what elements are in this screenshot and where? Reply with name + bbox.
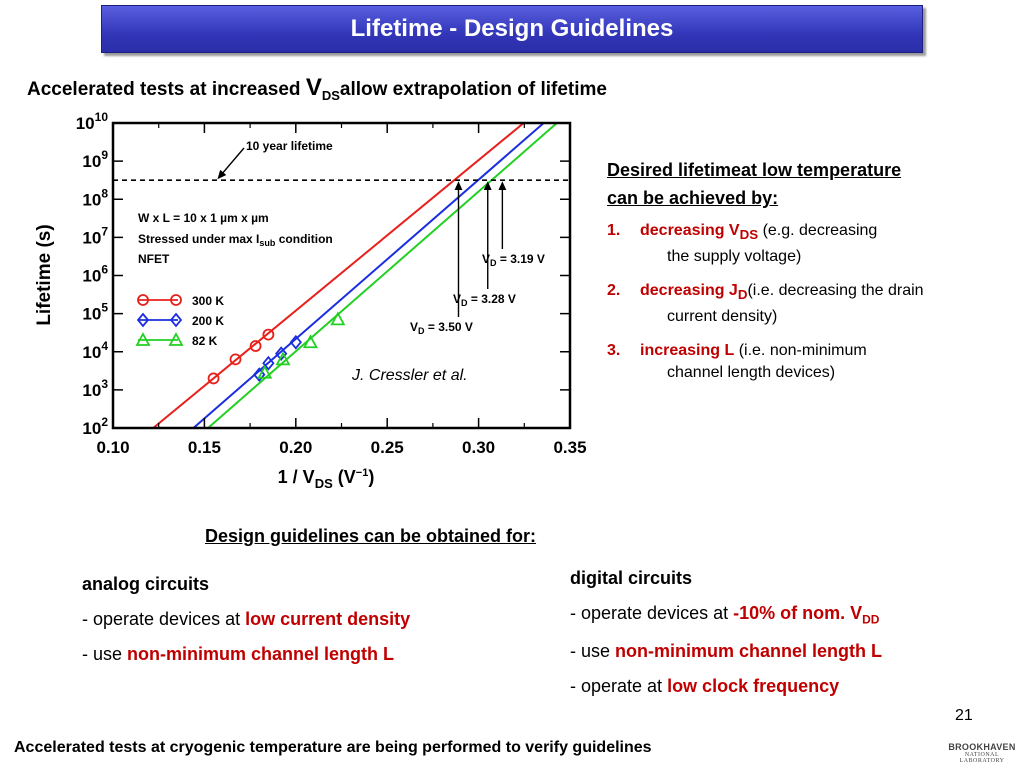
item-number: 2. [607, 282, 621, 300]
item-highlight: decreasing J [640, 282, 738, 300]
analog-item [82, 644, 410, 665]
title-bar [101, 5, 923, 53]
item-text: (e.g. decreasing [758, 222, 878, 239]
annotation-label: $V_D = 3.28$ V [453, 292, 516, 308]
item-highlight: decreasing V [640, 222, 740, 239]
x-tick-label: 0.25 [370, 438, 404, 457]
brookhaven-logo [944, 742, 1020, 764]
digital-item [570, 641, 882, 662]
item-highlight-sub: DS [739, 227, 759, 243]
y-axis-label: Lifetime (s) [34, 224, 55, 326]
data-point [263, 330, 273, 340]
plot-frame [113, 123, 570, 428]
y-tick-label: $10^9$ [82, 148, 108, 172]
footer-text: Accelerated tests at cryogenic temperature are being performed to verify guidelines [14, 739, 652, 756]
item-highlight: non-minimum channel length L [127, 644, 395, 664]
item-highlight: low current density [245, 609, 411, 629]
y-tick-label: $10^3$ [82, 376, 108, 400]
item-continuation: current density) [667, 308, 778, 326]
item-continuation: the supply voltage) [667, 248, 802, 266]
desired-lifetime-box [607, 156, 1007, 396]
y-tick-label: $10^5$ [82, 300, 108, 324]
item-highlight-sub: D [737, 287, 748, 303]
desired-heading [607, 156, 1007, 212]
x-tick-label: 0.30 [462, 438, 496, 457]
desired-heading-line1: Desired lifetimeat low temperature [607, 160, 902, 180]
annotation-label: $V_D = 3.19$ V [482, 252, 545, 268]
subtitle-text-post: allow extrapolation of lifetime [339, 79, 607, 100]
info-line-1: W x L = 10 x 1 µm x µm [138, 211, 269, 225]
digital-item [570, 676, 882, 697]
digital-heading: digital circuits [570, 568, 693, 588]
lifetime-chart [20, 105, 590, 495]
page-number: 21 [955, 707, 973, 724]
item-continuation: channel length devices) [667, 364, 836, 382]
item-text: - operate devices at [570, 603, 734, 623]
item-highlight-sub: DD [862, 612, 880, 627]
y-tick-label: $10^6$ [82, 262, 108, 286]
item-text: - operate devices at [82, 609, 246, 629]
desired-heading-line2: can be achieved by: [607, 188, 779, 208]
x-tick-label: 0.35 [553, 438, 587, 457]
y-tick-label: $10^7$ [82, 224, 108, 248]
info-line-2: Stressed under $\max I_{sub}$ condition [138, 232, 333, 248]
y-tick-label: $10^2$ [82, 415, 108, 438]
digital-item [570, 603, 882, 627]
desired-item [607, 220, 1007, 268]
item-text: - operate at [570, 675, 668, 696]
desired-item [607, 280, 1007, 328]
analog-column [82, 574, 410, 679]
subtitle-v: V [305, 74, 322, 101]
x-axis-label: $1 / V_{DS}$ $(V^{-1})$ [277, 467, 375, 491]
reference-arrow [220, 148, 244, 176]
info-line-3: NFET [138, 252, 170, 266]
slide-subtitle [27, 74, 607, 103]
legend-label: 300 K [192, 294, 225, 308]
reference-label: 10 year lifetime [246, 139, 333, 153]
subtitle-text-pre: Accelerated tests at increased [27, 79, 306, 100]
x-tick-label: 0.10 [96, 438, 130, 457]
analog-item [82, 609, 410, 630]
logo-line1: BROOKHAVEN [948, 742, 1016, 752]
desired-item [607, 340, 1007, 384]
x-tick-label: 0.15 [187, 438, 221, 457]
analog-heading: analog circuits [82, 574, 210, 594]
item-number: 3. [607, 342, 621, 360]
legend-label: 82 K [192, 334, 218, 348]
slide-title: Lifetime - Design Guidelines [350, 15, 674, 42]
digital-column [570, 568, 882, 711]
logo-line2: NATIONAL LABORATORY [959, 752, 1005, 764]
y-tick-label: $10^{10}$ [75, 110, 108, 133]
item-highlight: non-minimum channel length L [615, 640, 883, 661]
y-tick-label: $10^8$ [82, 186, 108, 210]
citation: J. Cressler et al. [352, 367, 468, 384]
item-highlight: low clock frequency [667, 675, 840, 696]
item-text: - use [82, 644, 128, 664]
y-tick-label: $10^4$ [82, 338, 108, 362]
item-text: (i.e. decreasing the drain [747, 282, 924, 300]
subtitle-v-sub: DS [321, 87, 340, 103]
item-text: (i.e. non-minimum [734, 342, 867, 360]
legend-label: 200 K [192, 314, 225, 328]
item-highlight: -10% of nom. V [733, 603, 863, 623]
guidelines-heading: Design guidelines can be obtained for: [205, 526, 537, 546]
annotation-label: $V_D = 3.50$ V [410, 320, 473, 336]
desired-list [607, 220, 1007, 384]
item-highlight: increasing L [640, 342, 735, 360]
x-tick-label: 0.20 [279, 438, 313, 457]
item-number: 1. [607, 222, 621, 239]
item-text: - use [570, 640, 616, 661]
